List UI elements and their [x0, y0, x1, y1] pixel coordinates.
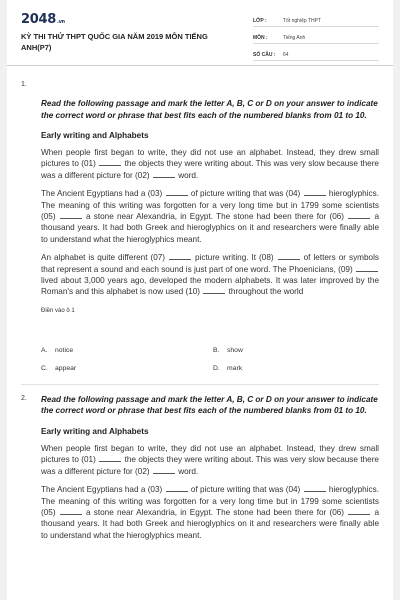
option-text: notice — [55, 346, 74, 354]
option-b[interactable] — [213, 347, 373, 354]
meta-row-class — [253, 12, 379, 27]
passage-text: of picture writing that was (04) — [190, 485, 301, 495]
blank-line — [99, 159, 121, 166]
exam-page — [7, 0, 393, 600]
passage-text: the objects they were writing about. This was very slow because there was a different picture for (02) — [41, 159, 379, 180]
passage-text: a thousand years. It had both Greek and hieroglyphics on it and researchers were finally able to understand what the hieroglyphics meant. — [41, 507, 379, 540]
site-logo[interactable] — [21, 12, 65, 27]
question-divider — [21, 384, 379, 385]
question-number: 2. — [21, 394, 27, 402]
passage-text: of picture writing that was (04) — [190, 189, 301, 199]
option-letter: C. — [41, 364, 48, 372]
blank-line — [169, 253, 191, 260]
passage-paragraph-3 — [41, 252, 379, 298]
meta-value: 64 — [283, 52, 289, 58]
passage-text: throughout the world — [228, 287, 304, 297]
logo-suffix: .vn — [56, 19, 65, 25]
option-d[interactable] — [213, 365, 373, 372]
blank-line — [60, 508, 82, 515]
question-number: 1. — [21, 81, 27, 88]
meta-key: MÔN : — [253, 35, 268, 41]
blank-line — [278, 253, 300, 260]
passage-text: a thousand years. It had both Greek and hieroglyphics on it and researchers were finally able to understand what the hieroglyphics meant. — [41, 212, 379, 244]
blank-line — [99, 455, 121, 462]
blank-line — [60, 212, 82, 219]
passage-text: An alphabet is quite different (07) — [41, 253, 166, 263]
passage-text: word. — [178, 170, 199, 180]
passage-instruction: Read the following passage and mark the letter A, B, C or D on your answer to indicate the correct word or phrase that best fits each of the numbered blanks from 01 to 10. — [41, 394, 378, 416]
blank-line — [304, 485, 326, 492]
blank-line — [153, 171, 175, 178]
option-text: show — [227, 346, 243, 354]
option-letter: B. — [213, 346, 220, 354]
blank-line — [348, 212, 370, 219]
meta-key: SỐ CÂU : — [253, 52, 276, 58]
blank-line — [348, 508, 370, 515]
passage-title: Early writing and Alphabets — [41, 131, 149, 140]
passage-paragraph-1 — [41, 147, 379, 181]
option-letter: A. — [41, 346, 48, 354]
option-a[interactable] — [41, 347, 213, 354]
passage-text: a stone near Alexandria, in Egypt. The stone had been there for (06) — [85, 212, 345, 222]
meta-row-subject — [253, 29, 379, 44]
passage-text: word. — [178, 466, 199, 476]
exam-title: KỲ THI THỬ THPT QUỐC GIA NĂM 2019 MÔN TIẾNG ANH(P7) — [21, 32, 208, 52]
blank-line — [166, 485, 188, 492]
option-c[interactable] — [41, 365, 213, 372]
blank-line — [304, 189, 326, 196]
meta-value: Tốt nghiệp THPT — [283, 18, 321, 24]
passage-text: When people first began to write, they did not use an alphabet. Instead, they drew small pictures to (01) — [41, 443, 379, 465]
exam-header — [7, 0, 393, 66]
meta-value: Tiếng Anh — [283, 35, 306, 41]
blank-line — [166, 189, 188, 196]
blank-line — [203, 287, 225, 294]
passage-text: a stone near Alexandria, in Egypt. The stone had been there for (06) — [85, 507, 345, 517]
passage-text: the objects they were writing about. This was very slow because there was a different picture for (02) — [41, 455, 379, 476]
passage-text: The Ancient Egyptians had a (03) — [41, 189, 163, 199]
option-text: mark — [227, 364, 243, 372]
passage-instruction: Read the following passage and mark the letter A, B, C or D on your answer to indicate the correct word or phrase that best fits each of the numbered blanks from 01 to 10. — [41, 99, 378, 120]
passage-text: hieroglyphics. The meaning of this writing was forgotten for a very long time but in 1799 some scientists (05) — [41, 189, 379, 222]
passage-text: When people first began to write, they did not use an alphabet. Instead, they drew small pictures to (01) — [41, 148, 379, 169]
passage-paragraph-1 — [41, 443, 379, 477]
logo-text: 2048 — [21, 12, 56, 27]
passage-paragraph-2 — [41, 484, 379, 541]
passage-paragraph-2 — [41, 188, 379, 245]
meta-key: LỚP : — [253, 18, 267, 24]
passage-text: of letters or symbols that represent a sound and each sound is just part of one word. The Phoenicians, (09) — [41, 253, 380, 274]
question-1 — [7, 81, 393, 372]
passage-text: lived about 3,000 years ago, developed the modern alphabets. It was later improved by the Roman's and this alphabet is now used (10) — [41, 276, 379, 297]
option-letter: D. — [213, 364, 220, 372]
answer-options — [41, 347, 379, 372]
exam-meta — [253, 12, 379, 63]
option-text: appear — [55, 364, 77, 372]
passage-title: Early writing and Alphabets — [41, 426, 149, 436]
fill-instruction: Điền vào ô 1 — [41, 307, 75, 314]
meta-row-count — [253, 46, 379, 61]
passage-text: hieroglyphics. The meaning of this writing was forgotten for a very long time but in 1799 some scientists (05) — [41, 485, 379, 517]
blank-line — [153, 467, 175, 474]
passage-text: picture writing. It (08) — [195, 253, 274, 263]
blank-line — [356, 265, 378, 272]
question-2 — [7, 394, 393, 541]
passage-text: The Ancient Egyptians had a (03) — [41, 485, 163, 495]
